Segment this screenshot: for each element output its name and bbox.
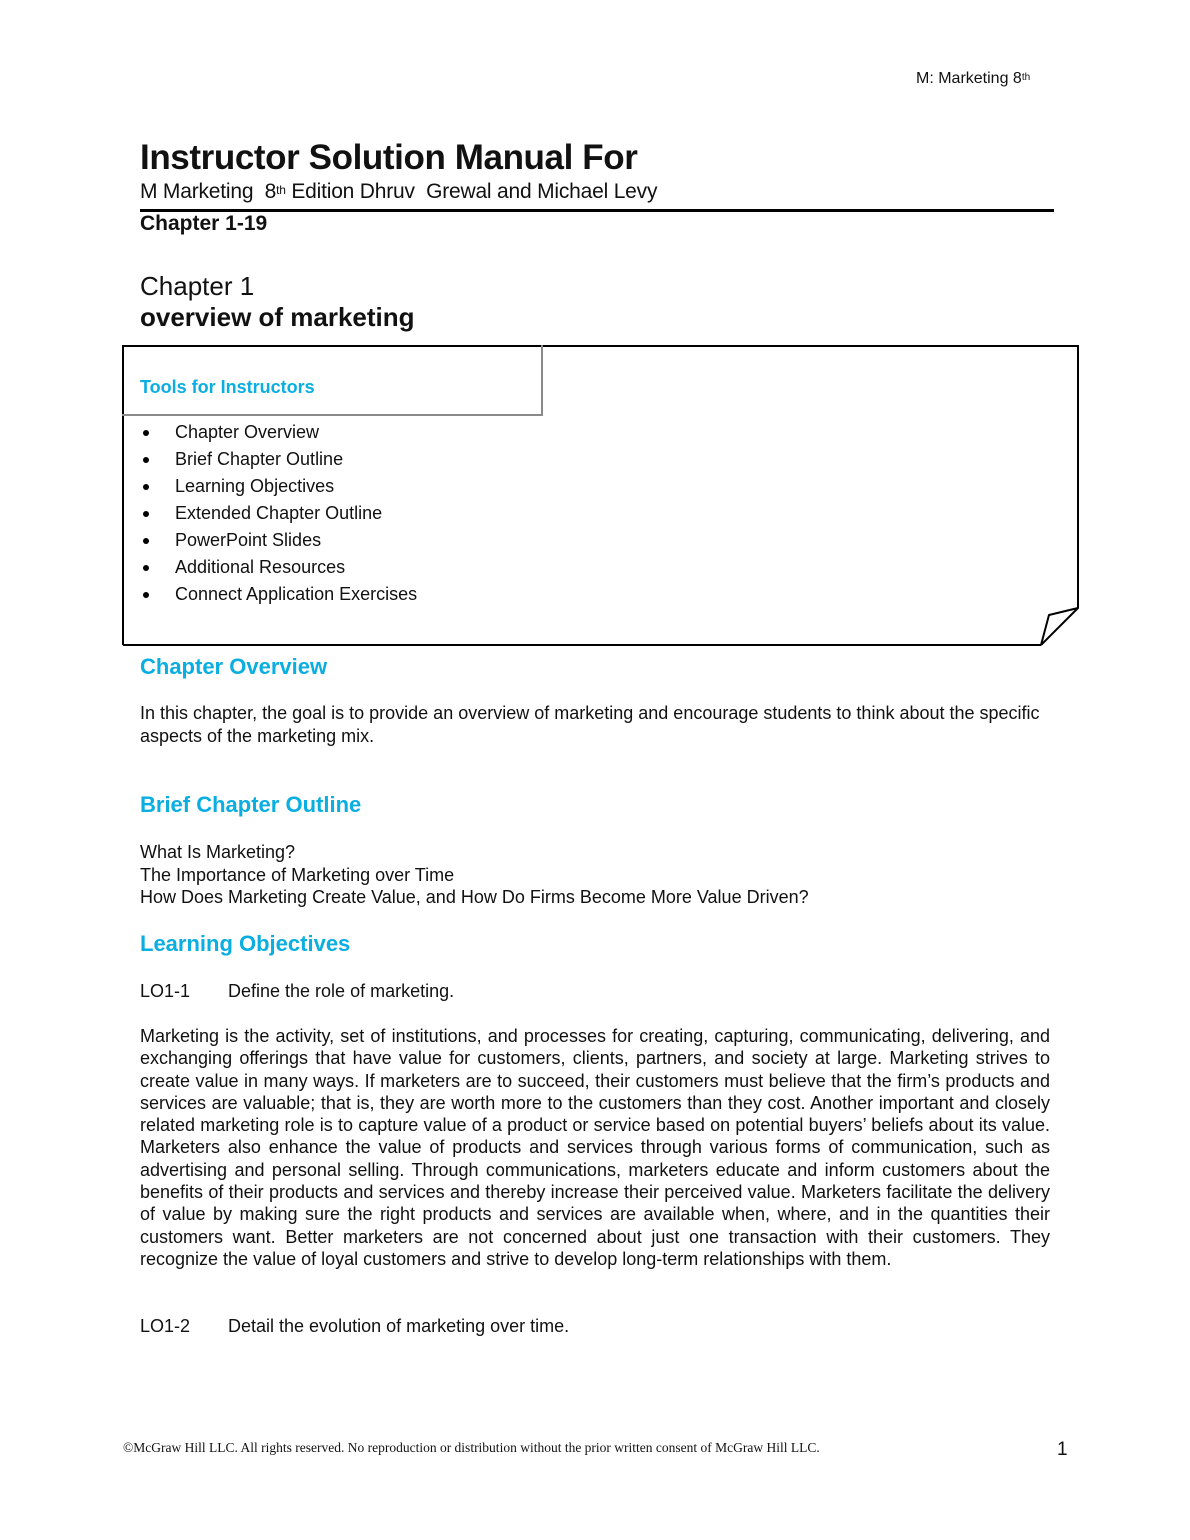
- bullet-icon: [143, 484, 149, 490]
- running-header-sup: th: [1021, 72, 1031, 83]
- tools-list-item: [140, 503, 417, 530]
- page-number: 1: [1057, 1439, 1068, 1460]
- tools-list-item: [140, 422, 417, 449]
- tools-list-item-label: Brief Chapter Outline: [175, 449, 344, 469]
- brief-outline-list: [140, 841, 809, 909]
- footer-copyright: ©McGraw Hill LLC. All rights reserved. No reproduction or distribution without the prior written consent of McGraw Hill LLC.: [123, 1440, 820, 1455]
- title-rule: [140, 209, 1054, 212]
- subtitle-sup: th: [276, 183, 286, 197]
- bullet-icon: [143, 430, 149, 436]
- document-subtitle: [140, 180, 657, 204]
- tools-list-item-label: Learning Objectives: [175, 476, 335, 496]
- brief-outline-item: What Is Marketing?: [140, 842, 296, 862]
- brief-outline-item: How Does Marketing Create Value, and How Do Firms Become More Value Driven?: [140, 887, 809, 908]
- lo-code: LO1-1: [140, 981, 191, 1001]
- lo-code: LO1-2: [140, 1316, 191, 1336]
- tools-list-item: [140, 476, 417, 503]
- running-header-text: M: Marketing 8: [916, 70, 1022, 87]
- subtitle-pre: M Marketing 8: [140, 180, 277, 203]
- lo1-body-paragraph: Marketing is the activity, set of institutions, and processes for creating, capturing, communicating, delivering, and exchanging offerings that have value for customers, clients, partners, and society at large. Marketing strives to create value in many ways. If marketers are to succeed, their customers must believe that the firm’s products and services are valuable; that is, they are worth more to the customers than they cost. Another important and closely related marketing role is to capture value of a product or service based on potential buyers’ beliefs about its value. Marketers also enhance the value of products and services through various forms of communication, such as advertising and personal selling. Through communications, marketers educate and inform customers about the benefits of their products and services and thereby increase their perceived value. Marketers facilitate the delivery of value by making sure the right products and services are available when, where, and in the quantities their customers want. Better marketers are not concerned about just one transaction with their customers. They recognize the value of loyal customers and strive to develop long-term relationships with them.: [140, 1026, 1050, 1269]
- tools-box-header: [122, 345, 543, 416]
- bullet-icon: [143, 457, 149, 463]
- tools-list-item: [140, 530, 417, 557]
- bullet-icon: [143, 511, 149, 517]
- lo-text: Detail the evolution of marketing over time.: [228, 1316, 570, 1336]
- lo-text: Define the role of marketing.: [228, 981, 455, 1001]
- chapter-number: Chapter 1: [140, 271, 255, 301]
- learning-objective-1: [140, 981, 454, 1002]
- document-title: Instructor Solution Manual For: [140, 138, 638, 177]
- bullet-icon: [143, 592, 149, 598]
- chapter-range: Chapter 1-19: [140, 212, 268, 235]
- tools-list-item: [140, 557, 417, 584]
- tools-list-item: [140, 449, 417, 476]
- bullet-icon: [143, 565, 149, 571]
- learning-objective-2: [140, 1316, 569, 1337]
- tools-for-instructors-box: [122, 345, 1079, 646]
- chapter-overview-heading: Chapter Overview: [140, 654, 328, 679]
- tools-list-item-label: Additional Resources: [175, 557, 346, 577]
- learning-objectives-heading: Learning Objectives: [140, 931, 351, 956]
- tools-list-item-label: Chapter Overview: [175, 422, 320, 442]
- subtitle-post: Edition Dhruv Grewal and Michael Levy: [285, 180, 658, 203]
- tools-box-heading: Tools for Instructors: [140, 377, 315, 397]
- chapter-name: overview of marketing: [140, 302, 415, 332]
- chapter-overview-body: In this chapter, the goal is to provide an overview of marketing and encourage students to think about the specific aspects of the marketing mix.: [140, 703, 1040, 746]
- running-header: [916, 70, 1030, 88]
- bullet-icon: [143, 538, 149, 544]
- tools-list-item-label: Connect Application Exercises: [175, 584, 418, 604]
- tools-list-item-label: Extended Chapter Outline: [175, 503, 383, 523]
- tools-list-item: [140, 584, 417, 611]
- tools-list-item-label: PowerPoint Slides: [175, 530, 322, 550]
- tools-list: [140, 422, 417, 611]
- brief-outline-heading: Brief Chapter Outline: [140, 792, 362, 817]
- brief-outline-item: The Importance of Marketing over Time: [140, 864, 455, 885]
